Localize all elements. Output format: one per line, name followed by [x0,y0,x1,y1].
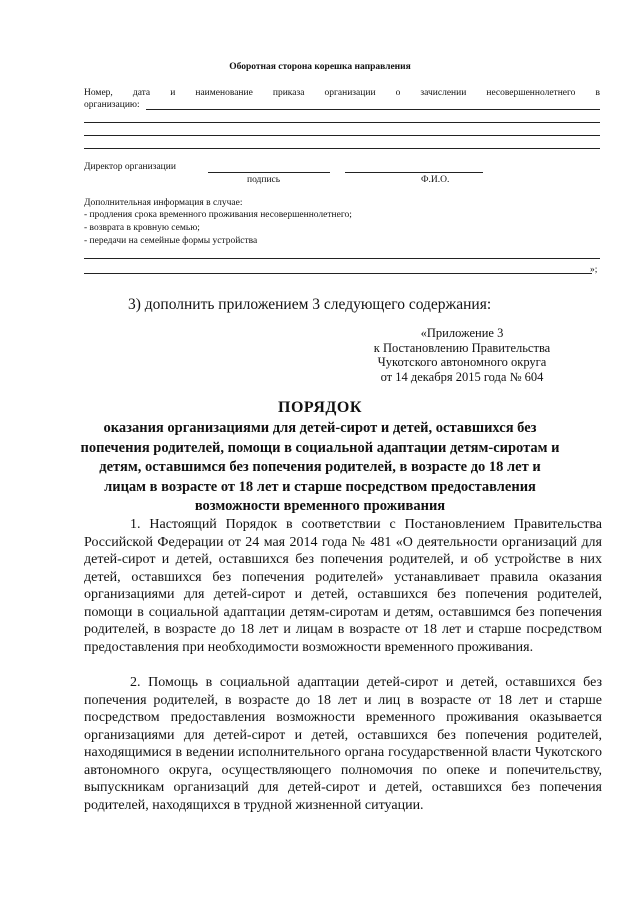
instruction-text: 3) дополнить приложением 3 следующего содержания: [128,296,492,313]
paragraph-2: 2. Помощь в социальной адаптации детей-сирот и детей, оставшихся без попечения родителей, в возрасте до 18 лет и лиц в возрасте от 18 лет и старше посредством предоставления возможности временного проживания оказывается организациями для детей-сирот и детей, оставшихся без попечения родителей, находящимися в ведении исполнительного органа государственной власти Чукотского автономного округа, осуществляющего полномочия по опеке и попечительству, выпускникам организаций для детей-сирот и детей, оставшихся без попечения родителей, находящихся в трудной жизненной ситуации. [84,675,602,813]
appendix-header [372,326,552,384]
document-title: ПОРЯДОК [278,399,362,416]
document-subtitle: оказания организациями для детей-сирот и детей, оставшихся без попечения родителей, помощи в социальной адаптации детям-сиротам и детям, оставшимся без попечения родителей, в возрасте до 18 лет и лицам в возрасте от 18 лет и старше посредством предоставления возможности временного проживания [80,420,560,514]
blank-line-5 [84,273,592,274]
order-info-line: Номер, дата и наименование приказа организации о зачислении несовершеннолетнего в [84,88,600,98]
director-label: Директор организации [84,162,176,172]
blank-line-3 [84,148,600,149]
organization-underline [146,109,600,110]
fio-line [345,172,483,173]
blank-line-1 [84,122,600,123]
form-title: Оборотная сторона корешка направления [229,62,411,72]
appendix-line-1: «Приложение 3 [420,326,504,340]
blank-line-2 [84,135,600,136]
case-item-1: - продления срока временного проживания несовершеннолетнего; [84,210,352,220]
appendix-line-2: к Постановлению Правительства [373,340,551,355]
paragraph-1: 1. Настоящий Порядок в соответствии с Постановлением Правительства Российской Федерации от 24 мая 2014 года № 481 «О деятельности организаций для детей-сирот и детей, оставшихся без попечения родителей, и об устройстве в них детей, оставшихся без попечения родителей» устанавливает правила оказания организациями для детей-сирот и детей, оставшихся без попечения родителей, помощи в социальной адаптации детям-сиротам и детям, оставшимся без попечения родителей, в возрасте до 18 лет и лицам в возрасте от 18 лет и старше посредством предоставления при необходимости возможности временного проживания. [84,517,602,655]
signature-line [208,172,330,173]
case-item-2: - возврата в кровную семью; [84,223,200,233]
case-item-3: - передачи на семейные формы устройства [84,236,258,246]
blank-line-4 [84,258,600,259]
additional-info-title: Дополнительная информация в случае: [84,198,243,208]
appendix-line-4: от 14 декабря 2015 года № 604 [380,369,544,384]
signature-caption: подпись [247,175,281,185]
appendix-line-3: Чукотского автономного округа [377,355,547,369]
fio-caption: Ф.И.О. [421,175,450,185]
organization-label: организацию: [84,100,140,110]
closing-quote: »; [590,265,598,275]
